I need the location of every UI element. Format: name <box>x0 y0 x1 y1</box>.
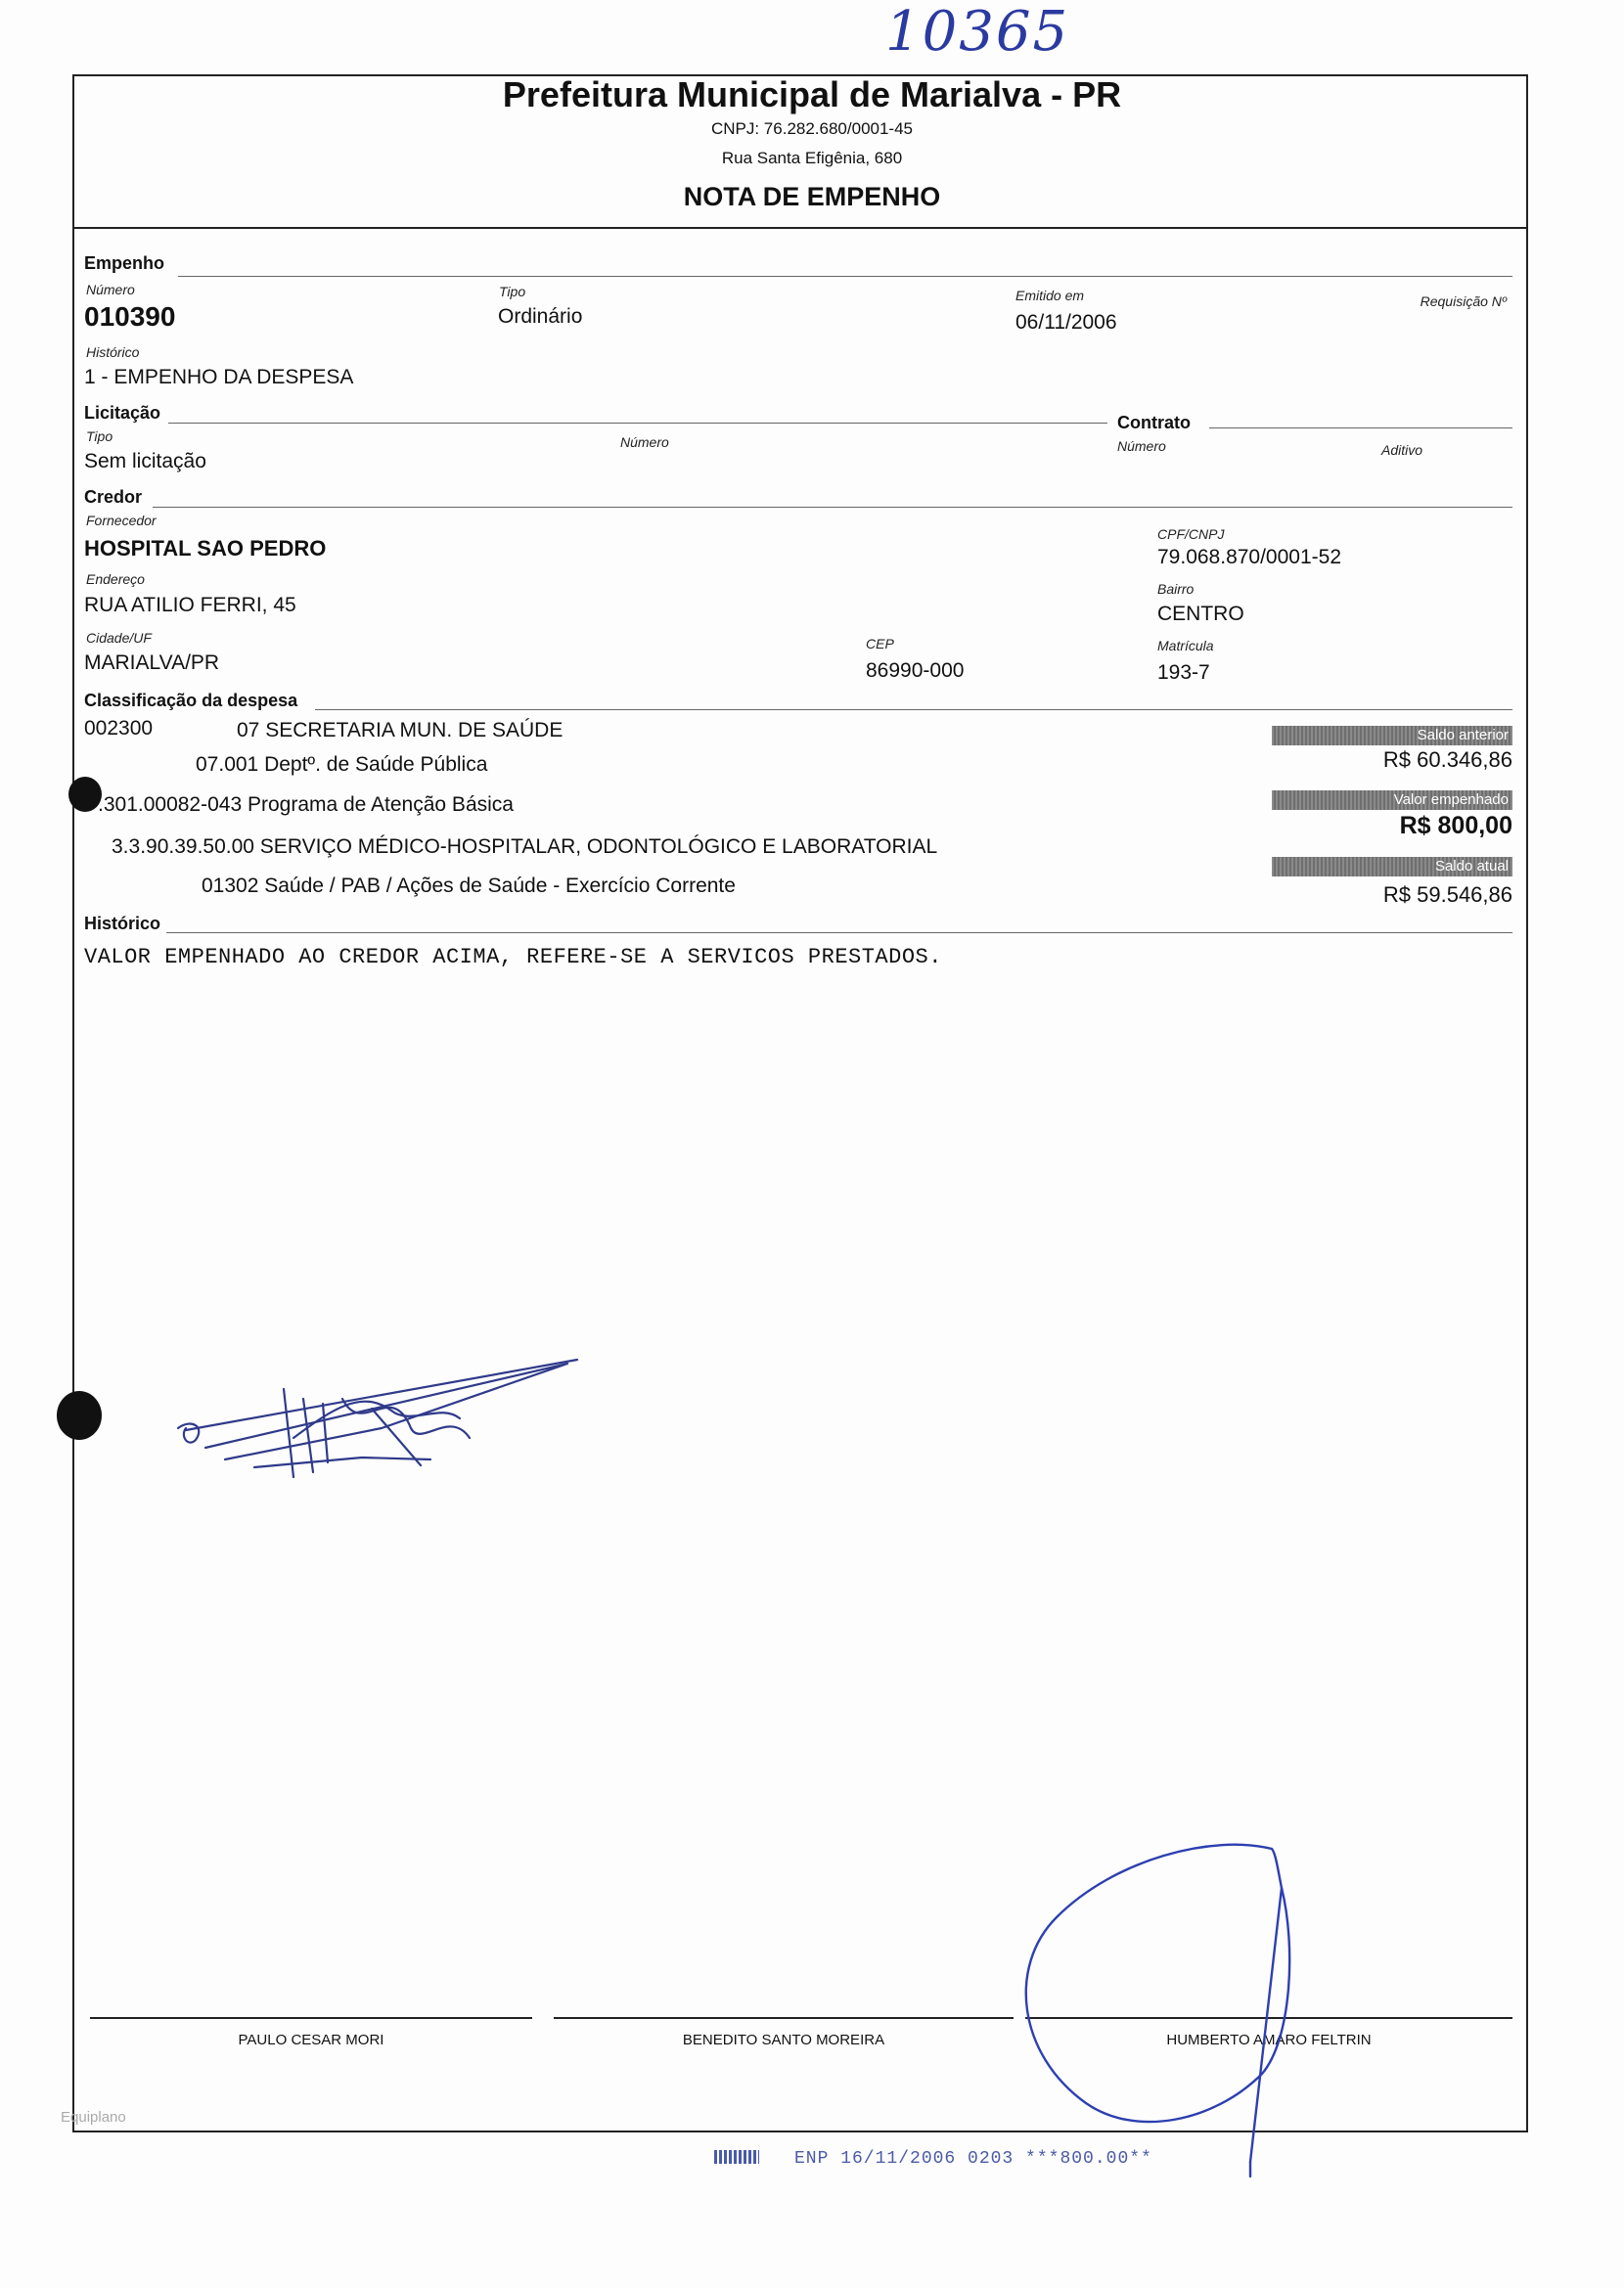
organization-address: Rua Santa Efigênia, 680 <box>721 149 903 167</box>
section-rule <box>153 507 1512 508</box>
empenho-tipo: Ordinário <box>498 305 583 328</box>
credor-bairro-label: Bairro <box>1157 581 1195 597</box>
empenho-emitido-label: Emitido em <box>1015 288 1085 303</box>
valor-empenhado-value: R$ 800,00 <box>1399 812 1512 839</box>
licitacao-numero-label: Número <box>620 434 669 450</box>
empenho-historico: 1 - EMPENHO DA DESPESA <box>84 366 354 388</box>
valor-empenhado-label: Valor empenhado <box>1272 790 1512 810</box>
signatory-3: HUMBERTO AMARO FELTRIN <box>1166 2032 1372 2048</box>
credor-cidade: MARIALVA/PR <box>84 651 220 674</box>
section-rule <box>168 423 1107 424</box>
document-title: NOTA DE EMPENHO <box>683 182 941 211</box>
signatory-2: BENEDITO SANTO MOREIRA <box>682 2032 885 2048</box>
section-rule <box>166 932 1512 933</box>
section-classificacao: Classificação da despesa <box>84 691 298 710</box>
historico-text: VALOR EMPENHADO AO CREDOR ACIMA, REFERE-SE A SERVICOS PRESTADOS. <box>84 945 942 969</box>
section-rule <box>315 709 1512 710</box>
organization-name: Prefeitura Municipal de Marialva - PR <box>502 74 1122 114</box>
contrato-numero-label: Número <box>1117 438 1166 454</box>
section-contrato: Contrato <box>1117 413 1191 432</box>
empenho-historico-label: Histórico <box>86 344 140 360</box>
contrato-aditivo-label: Aditivo <box>1381 442 1423 458</box>
section-empenho: Empenho <box>84 253 165 273</box>
classificacao-elemento: 3.3.90.39.50.00 SERVIÇO MÉDICO-HOSPITALAR, ODONTOLÓGICO E LABORATORIAL <box>112 835 938 858</box>
saldo-atual-label: Saldo atual <box>1272 857 1512 876</box>
classificacao-programa: .301.00082-043 Programa de Atenção Básica <box>98 793 514 816</box>
credor-matricula-label: Matrícula <box>1157 638 1214 653</box>
credor-cpf-label: CPF/CNPJ <box>1157 526 1225 542</box>
credor-matricula: 193-7 <box>1157 661 1210 684</box>
credor-cep-label: CEP <box>866 636 894 651</box>
saldo-atual-value: R$ 59.546,86 <box>1382 882 1512 907</box>
section-rule <box>178 276 1512 277</box>
credor-cep: 86990-000 <box>866 659 965 682</box>
signature-loop <box>998 1829 1311 2181</box>
stamp-barcode-mark <box>714 2150 759 2164</box>
saldo-anterior-label: Saldo anterior <box>1272 726 1512 745</box>
licitacao-tipo: Sem licitação <box>84 450 206 472</box>
credor-cidade-label: Cidade/UF <box>86 630 152 646</box>
punch-hole-mark <box>68 777 102 812</box>
credor-bairro: CENTRO <box>1157 603 1244 625</box>
licitacao-tipo-label: Tipo <box>86 428 113 444</box>
signature-line-1 <box>90 2017 532 2019</box>
signature-scribble <box>166 1350 587 1497</box>
section-rule <box>1209 427 1512 428</box>
saldo-anterior-value: R$ 60.346,86 <box>1382 747 1512 772</box>
section-licitacao: Licitação <box>84 403 161 423</box>
software-label: Equiplano <box>61 2109 126 2126</box>
signatory-1: PAULO CESAR MORI <box>238 2032 384 2048</box>
section-credor: Credor <box>84 487 143 507</box>
empenho-emitido: 06/11/2006 <box>1015 311 1117 334</box>
signature-line-2 <box>554 2017 1014 2019</box>
classificacao-orgao: 07 SECRETARIA MUN. DE SAÚDE <box>237 719 564 741</box>
organization-cnpj: CNPJ: 76.282.680/0001-45 <box>710 119 914 138</box>
payment-stamp: ENP 16/11/2006 0203 ***800.00** <box>794 2149 1152 2169</box>
credor-cpf: 79.068.870/0001-52 <box>1157 546 1342 568</box>
empenho-numero-label: Número <box>86 282 135 297</box>
header-divider <box>72 227 1528 229</box>
handwritten-number: 10365 <box>885 0 1070 64</box>
empenho-numero: 010390 <box>84 301 176 332</box>
requisicao-label: Requisição Nº <box>1420 293 1507 309</box>
classificacao-fonte: 01302 Saúde / PAB / Ações de Saúde - Exercício Corrente <box>202 875 736 897</box>
classificacao-orgao-code: 002300 <box>84 717 154 740</box>
classificacao-unidade: 07.001 Deptº. de Saúde Pública <box>196 753 488 776</box>
credor-endereco: RUA ATILIO FERRI, 45 <box>84 594 296 616</box>
empenho-tipo-label: Tipo <box>499 284 526 299</box>
section-historico: Histórico <box>84 914 161 933</box>
credor-endereco-label: Endereço <box>86 571 145 587</box>
credor-fornecedor-label: Fornecedor <box>86 513 157 528</box>
credor-fornecedor: HOSPITAL SAO PEDRO <box>84 536 327 561</box>
punch-hole-mark <box>57 1391 102 1440</box>
